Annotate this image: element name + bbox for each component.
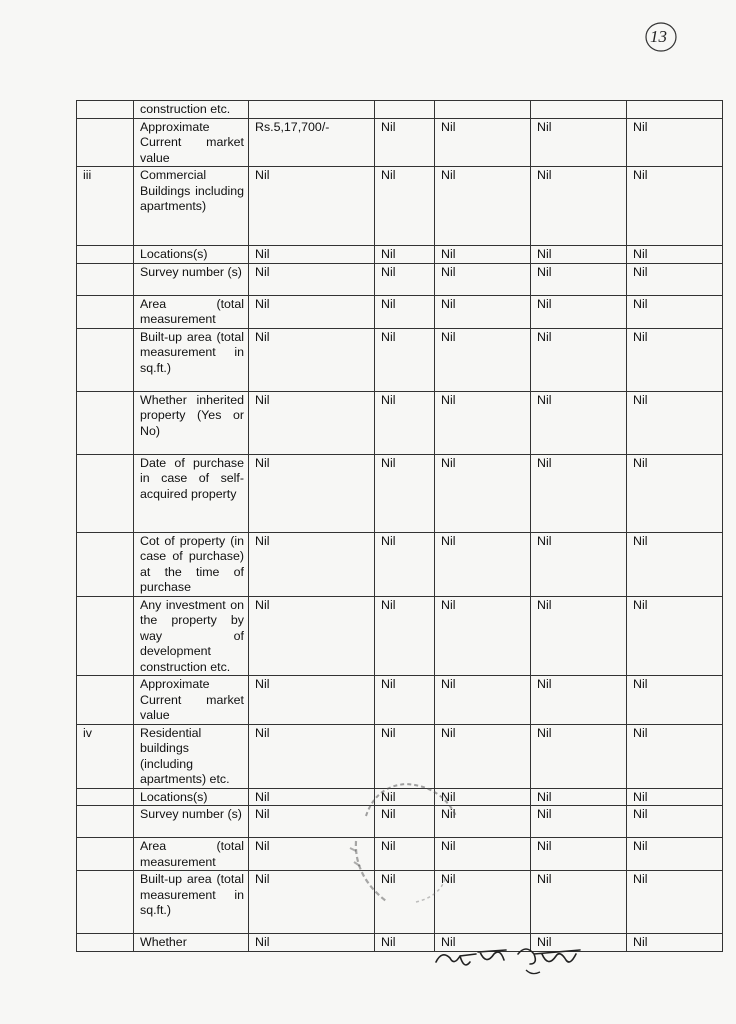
row-number-cell bbox=[77, 806, 134, 838]
value-cell: Nil bbox=[627, 263, 723, 295]
value-cell: Nil bbox=[435, 596, 531, 676]
table-row bbox=[77, 391, 723, 454]
description-cell: Any investment on the property by way of development construction etc. bbox=[134, 596, 249, 676]
description-cell: Residential buildings (including apartments) etc. bbox=[134, 724, 249, 788]
row-number-cell bbox=[77, 101, 134, 119]
row-number-cell bbox=[77, 391, 134, 454]
value-cell: Nil bbox=[627, 676, 723, 725]
row-number-cell bbox=[77, 532, 134, 596]
value-cell: Nil bbox=[375, 391, 435, 454]
row-number-cell bbox=[77, 676, 134, 725]
value-cell: Nil bbox=[375, 532, 435, 596]
row-number-cell bbox=[77, 788, 134, 806]
description-cell: Commercial Buildings including apartments) bbox=[134, 167, 249, 246]
table-row bbox=[77, 454, 723, 532]
value-cell: Nil bbox=[375, 454, 435, 532]
value-cell: Nil bbox=[249, 724, 375, 788]
value-cell: Nil bbox=[627, 596, 723, 676]
value-cell: Nil bbox=[375, 871, 435, 934]
value-cell: Nil bbox=[375, 788, 435, 806]
value-cell: Nil bbox=[435, 295, 531, 328]
value-cell: Nil bbox=[627, 788, 723, 806]
value-cell: Nil bbox=[375, 724, 435, 788]
value-cell: Nil bbox=[435, 871, 531, 934]
row-number-cell bbox=[77, 118, 134, 167]
description-cell: Area (total measurement bbox=[134, 838, 249, 871]
table-row bbox=[77, 118, 723, 167]
value-cell: Nil bbox=[375, 596, 435, 676]
value-cell: Nil bbox=[435, 532, 531, 596]
value-cell: Nil bbox=[249, 328, 375, 391]
value-cell: Nil bbox=[531, 246, 627, 264]
table-row bbox=[77, 167, 723, 246]
value-cell bbox=[627, 101, 723, 119]
table-row bbox=[77, 328, 723, 391]
row-number-cell bbox=[77, 871, 134, 934]
value-cell: Nil bbox=[531, 596, 627, 676]
value-cell: Nil bbox=[531, 167, 627, 246]
value-cell: Nil bbox=[249, 532, 375, 596]
description-cell: Locations(s) bbox=[134, 246, 249, 264]
row-number-cell bbox=[77, 596, 134, 676]
description-cell: Date of purchase in case of self-acquired property bbox=[134, 454, 249, 532]
table-row bbox=[77, 101, 723, 119]
value-cell: Nil bbox=[375, 263, 435, 295]
value-cell: Nil bbox=[627, 838, 723, 871]
description-cell: Whether bbox=[134, 934, 249, 952]
value-cell: Nil bbox=[531, 328, 627, 391]
page-number bbox=[644, 20, 678, 54]
value-cell: Nil bbox=[435, 263, 531, 295]
table-row bbox=[77, 295, 723, 328]
value-cell: Nil bbox=[627, 391, 723, 454]
value-cell: Nil bbox=[531, 454, 627, 532]
value-cell: Nil bbox=[435, 676, 531, 725]
description-cell: Survey number (s) bbox=[134, 806, 249, 838]
value-cell: Nil bbox=[435, 788, 531, 806]
value-cell: Nil bbox=[627, 724, 723, 788]
value-cell: Nil bbox=[627, 454, 723, 532]
value-cell: Nil bbox=[249, 391, 375, 454]
value-cell: Nil bbox=[375, 118, 435, 167]
row-number-cell bbox=[77, 454, 134, 532]
value-cell: Nil bbox=[435, 934, 531, 952]
description-cell: Whether inherited property (Yes or No) bbox=[134, 391, 249, 454]
value-cell: Nil bbox=[627, 118, 723, 167]
value-cell: Rs.5,17,700/- bbox=[249, 118, 375, 167]
value-cell: Nil bbox=[531, 676, 627, 725]
value-cell: Nil bbox=[249, 246, 375, 264]
value-cell: Nil bbox=[375, 934, 435, 952]
row-number-cell: iv bbox=[77, 724, 134, 788]
value-cell: Nil bbox=[627, 532, 723, 596]
official-stamp bbox=[346, 776, 466, 906]
value-cell: Nil bbox=[375, 295, 435, 328]
value-cell: Nil bbox=[249, 596, 375, 676]
value-cell bbox=[249, 101, 375, 119]
row-number-cell bbox=[77, 246, 134, 264]
value-cell: Nil bbox=[627, 328, 723, 391]
description-cell: Approximate Current market value bbox=[134, 676, 249, 725]
value-cell: Nil bbox=[627, 167, 723, 246]
value-cell: Nil bbox=[249, 934, 375, 952]
page-number-text: 13 bbox=[650, 27, 667, 46]
row-number-cell bbox=[77, 263, 134, 295]
value-cell: Nil bbox=[249, 676, 375, 725]
value-cell: Nil bbox=[249, 454, 375, 532]
value-cell: Nil bbox=[249, 806, 375, 838]
table-row bbox=[77, 676, 723, 725]
value-cell: Nil bbox=[435, 806, 531, 838]
value-cell bbox=[435, 101, 531, 119]
description-cell: Cot of property (in case of purchase) at the time of purchase bbox=[134, 532, 249, 596]
value-cell: Nil bbox=[627, 246, 723, 264]
signature bbox=[430, 940, 590, 980]
value-cell: Nil bbox=[375, 806, 435, 838]
row-number-cell bbox=[77, 328, 134, 391]
value-cell: Nil bbox=[249, 167, 375, 246]
value-cell: Nil bbox=[435, 246, 531, 264]
description-cell: Built-up area (total measurement in sq.ft.) bbox=[134, 328, 249, 391]
value-cell: Nil bbox=[375, 676, 435, 725]
value-cell: Nil bbox=[375, 246, 435, 264]
table-row bbox=[77, 934, 723, 952]
value-cell: Nil bbox=[531, 838, 627, 871]
value-cell: Nil bbox=[627, 871, 723, 934]
value-cell bbox=[375, 101, 435, 119]
value-cell: Nil bbox=[531, 532, 627, 596]
value-cell: Nil bbox=[435, 454, 531, 532]
value-cell: Nil bbox=[531, 263, 627, 295]
value-cell: Nil bbox=[435, 167, 531, 246]
value-cell: Nil bbox=[531, 391, 627, 454]
value-cell: Nil bbox=[435, 391, 531, 454]
value-cell: Nil bbox=[531, 871, 627, 934]
value-cell: Nil bbox=[435, 724, 531, 788]
value-cell: Nil bbox=[531, 724, 627, 788]
description-cell: construction etc. bbox=[134, 101, 249, 119]
value-cell: Nil bbox=[249, 838, 375, 871]
table-row bbox=[77, 263, 723, 295]
description-cell: Survey number (s) bbox=[134, 263, 249, 295]
value-cell: Nil bbox=[249, 788, 375, 806]
value-cell: Nil bbox=[531, 295, 627, 328]
description-cell: Area (total measurement bbox=[134, 295, 249, 328]
value-cell: Nil bbox=[531, 806, 627, 838]
description-cell: Built-up area (total measurement in sq.ft.) bbox=[134, 871, 249, 934]
row-number-cell bbox=[77, 295, 134, 328]
value-cell: Nil bbox=[249, 871, 375, 934]
row-number-cell bbox=[77, 838, 134, 871]
value-cell: Nil bbox=[375, 838, 435, 871]
value-cell: Nil bbox=[531, 788, 627, 806]
value-cell: Nil bbox=[375, 328, 435, 391]
table-row bbox=[77, 532, 723, 596]
value-cell: Nil bbox=[435, 838, 531, 871]
value-cell: Nil bbox=[435, 118, 531, 167]
value-cell: Nil bbox=[627, 806, 723, 838]
value-cell: Nil bbox=[375, 167, 435, 246]
description-cell: Locations(s) bbox=[134, 788, 249, 806]
value-cell bbox=[531, 101, 627, 119]
value-cell: Nil bbox=[249, 263, 375, 295]
value-cell: Nil bbox=[249, 295, 375, 328]
value-cell: Nil bbox=[627, 295, 723, 328]
description-cell: Approximate Current market value bbox=[134, 118, 249, 167]
row-number-cell: iii bbox=[77, 167, 134, 246]
value-cell: Nil bbox=[531, 934, 627, 952]
value-cell: Nil bbox=[435, 328, 531, 391]
value-cell: Nil bbox=[531, 118, 627, 167]
value-cell: Nil bbox=[627, 934, 723, 952]
row-number-cell bbox=[77, 934, 134, 952]
table-row bbox=[77, 246, 723, 264]
table-row bbox=[77, 596, 723, 676]
